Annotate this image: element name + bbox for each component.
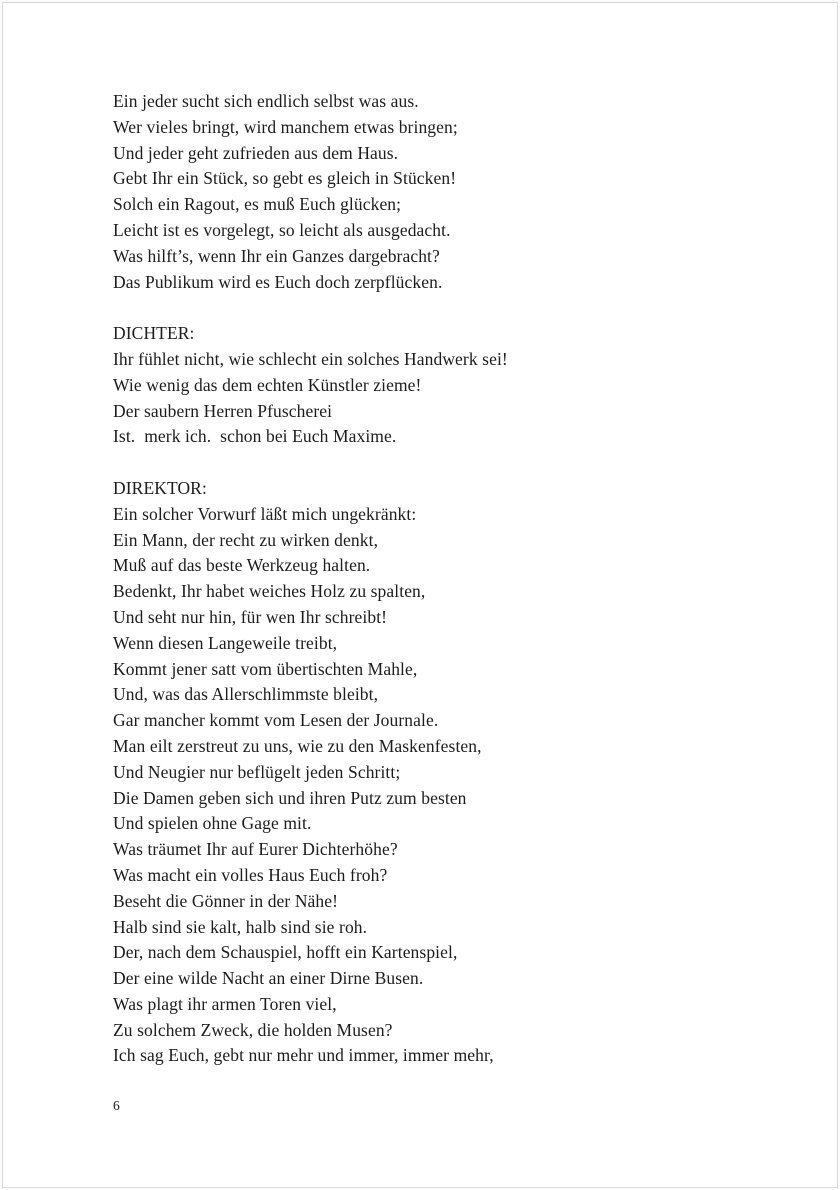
text-line: DIREKTOR: bbox=[113, 477, 207, 498]
text-line: Ein solcher Vorwurf läßt mich ungekränkt: bbox=[113, 503, 417, 524]
text-line: Und Neugier nur beflügelt jeden Schritt; bbox=[113, 761, 401, 782]
text-line: Ein jeder sucht sich endlich selbst was aus. bbox=[113, 91, 419, 111]
text-line: Die Damen geben sich und ihren Putz zum besten bbox=[113, 787, 467, 808]
text-line: Leicht ist es vorgelegt, so leicht als ausgedacht. bbox=[113, 219, 451, 240]
text-line: Was macht ein volles Haus Euch froh? bbox=[113, 864, 388, 885]
blank-line bbox=[113, 450, 777, 476]
text-line: Bedenkt, Ihr habet weiches Holz zu spalten, bbox=[113, 581, 426, 602]
text-line: Gar mancher kommt vom Lesen der Journale. bbox=[113, 710, 439, 731]
text-line: Wie wenig das dem echten Künstler zieme! bbox=[113, 374, 422, 395]
text-line: Beseht die Gönner in der Nähe! bbox=[113, 890, 339, 911]
text-line: Halb sind sie kalt, halb sind sie roh. bbox=[113, 916, 368, 937]
text-line: Man eilt zerstreut zu uns, wie zu den Maskenfesten, bbox=[113, 735, 482, 756]
text-line: Muß auf das beste Werkzeug halten. bbox=[113, 555, 371, 576]
page-number: 6 bbox=[113, 1098, 120, 1113]
text-line: Das Publikum wird es Euch doch zerpflücken. bbox=[113, 271, 443, 292]
text-line: Was plagt ihr armen Toren viel, bbox=[113, 993, 337, 1014]
text-line: Ihr fühlet nicht, wie schlecht ein solches Handwerk sei! bbox=[113, 348, 508, 369]
text-line: Solch ein Ragout, es muß Euch glücken; bbox=[113, 194, 402, 215]
text-line: Der saubern Herren Pfuscherei bbox=[113, 400, 333, 421]
text-line: Und spielen ohne Gage mit. bbox=[113, 813, 312, 834]
text-line: Und jeder geht zufrieden aus dem Haus. bbox=[113, 142, 399, 163]
text-line: Ich sag Euch, gebt nur mehr und immer, immer mehr, bbox=[113, 1045, 494, 1066]
document-page bbox=[2, 2, 838, 1188]
text-line: Gebt Ihr ein Stück, so gebt es gleich in Stücken! bbox=[113, 168, 457, 189]
text-line: Zu solchem Zweck, die holden Musen? bbox=[113, 1019, 393, 1040]
text-line: Kommt jener satt vom übertischten Mahle, bbox=[113, 658, 418, 679]
text-line: Und, was das Allerschlimmste bleibt, bbox=[113, 684, 379, 705]
text-line: Und seht nur hin, für wen Ihr schreibt! bbox=[113, 606, 388, 627]
text-line: Wer vieles bringt, wird manchem etwas bringen; bbox=[113, 116, 458, 137]
text-line: Der, nach dem Schauspiel, hofft ein Kartenspiel, bbox=[113, 942, 458, 963]
text-line: Ein Mann, der recht zu wirken denkt, bbox=[113, 529, 379, 550]
text-line: Der eine wilde Nacht an einer Dirne Busen. bbox=[113, 968, 424, 989]
text-line: Ist. merk ich. schon bei Euch Maxime. bbox=[113, 426, 397, 447]
text-block bbox=[113, 89, 777, 1069]
text-line: DICHTER: bbox=[113, 323, 195, 344]
blank-line bbox=[113, 295, 777, 321]
text-line: Wenn diesen Langeweile treibt, bbox=[113, 632, 338, 653]
text-line: Was hilft’s, wenn Ihr ein Ganzes dargebracht? bbox=[113, 245, 440, 266]
text-line: Was träumet Ihr auf Eurer Dichterhöhe? bbox=[113, 839, 398, 860]
